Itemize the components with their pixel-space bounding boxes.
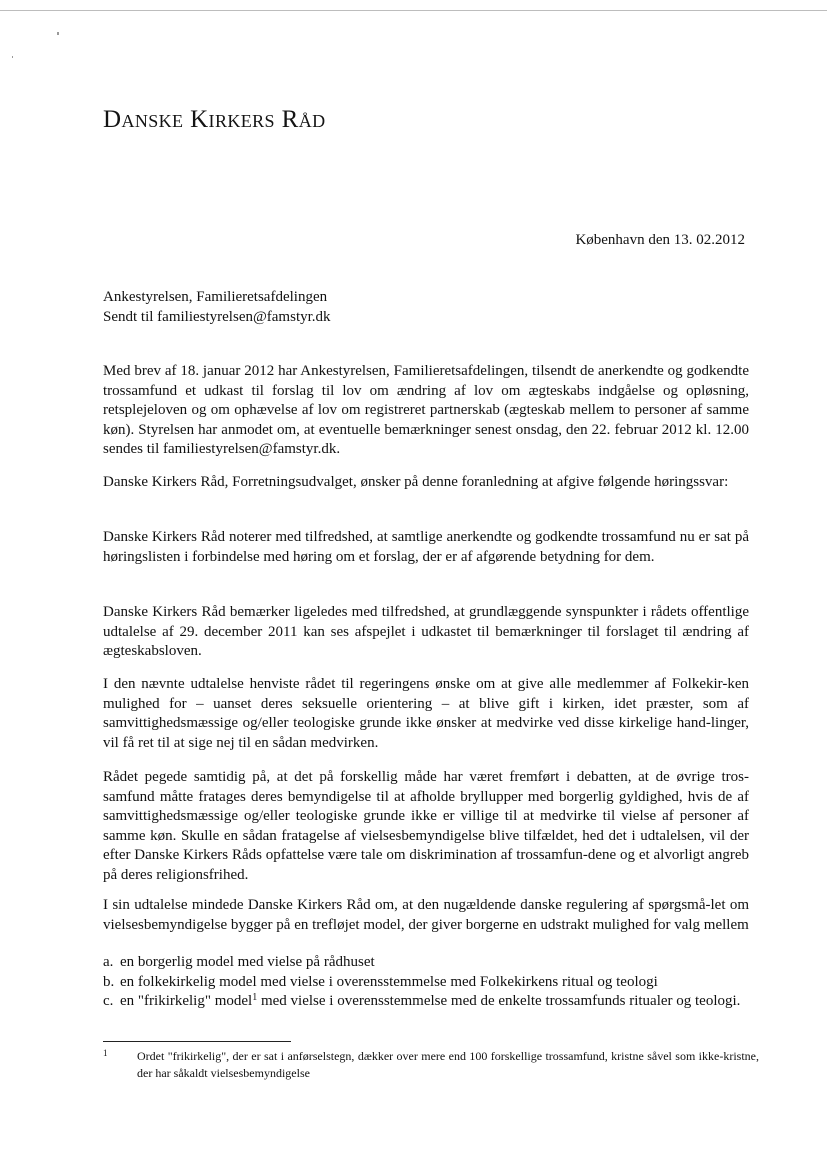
- letter-date: København den 13. 02.2012: [575, 232, 745, 248]
- recipient-block: [103, 288, 331, 327]
- body-paragraph: Rådet pegede samtidig på, at det på forskellig måde har været fremført i debatten, at de øvrige tros-samfund måtte fratages deres bemyndigelse til at afholde bryllupper med borgerlig gyldighed, hvis de af samvittighedsmæssige og/eller teologiske grunde ikke er villige til at medvirke til vielse af personer af samme køn. Skulle en sådan fratagelse af vielsesbemyndigelse blive tilfældet, hed det i udtalelsen, vil der efter Danske Kirkers Råds opfattelse være tale om diskrimination af trossamfun-dene og et alvorligt angreb på deres religionsfrihed.: [103, 769, 749, 883]
- list-item-text: en borgerlig model med vielse på rådhuset: [120, 954, 375, 970]
- scan-speck: [12, 56, 13, 58]
- body-paragraph: Med brev af 18. januar 2012 har Ankestyrelsen, Familieretsafdelingen, tilsendt de anerkendte og godkendte trossamfund et udkast til forslag til lov om ændring af lov om ægteskabs indgåelse og opløsning, retsplejeloven og om ophævelse af lov om registreret partnerskab (ægteskab mellem to personer af samme køn). Styrelsen har anmodet om, at eventuelle bemærkninger senest onsdag, den 22. februar 2012 kl. 12.00 sendes til familiestyrelsen@famstyr.dk.: [103, 363, 749, 457]
- list-item: [103, 953, 749, 973]
- list-item: [103, 992, 749, 1012]
- footnote-text: Ordet "frikirkelig", der er sat i anførselstegn, dækker over mere end 100 forskellige trossamfund, kristne såvel som ikke-kristne, der har såkaldt vielsesbemyndigelse: [137, 1049, 759, 1080]
- list-marker: a.: [103, 954, 114, 970]
- list-item: [103, 973, 749, 993]
- scan-speck: [57, 32, 59, 35]
- footnote-number: 1: [103, 1048, 108, 1058]
- list-item-text-continued: med vielse i overensstemmelse med de enkelte trossamfunds ritualer og teologi.: [257, 993, 741, 1009]
- list-marker: c.: [103, 993, 114, 1009]
- marriage-model-list: [103, 953, 749, 1012]
- list-marker: b.: [103, 973, 115, 990]
- body-paragraph: I den nævnte udtalelse henviste rådet til regeringens ønske om at give alle medlemmer af Folkekir-ken mulighed for – uanset deres seksuelle orientering – at blive gift i kirken, idet præster, som af samvittighedsmæssige og/eller teologiske grunde ikke ønsker at medvirke ved disse kirkelige hand-linger, vil få ret til at sige nej til en sådan medvirken.: [103, 676, 749, 751]
- body-paragraph: Danske Kirkers Råd noterer med tilfredshed, at samtlige anerkendte og godkendte trossamfund nu er sat på høringslisten i forbindelse med høring om et forslag, der er af afgørende betydning for dem.: [103, 529, 749, 565]
- recipient-name: Ankestyrelsen, Familieretsafdelingen: [103, 289, 328, 305]
- body-paragraph: I sin udtalelse mindede Danske Kirkers Råd om, at den nugældende danske regulering af spørgsmå-let om vielsesbemyndigelse bygger på en trefløjet model, der giver borgerne en udstrakt mulighed for valg mellem: [103, 897, 749, 933]
- list-item-text: en folkekirkelig model med vielse i overensstemmelse med Folkekirkens ritual og teologi: [120, 973, 658, 990]
- footnote-reference: 1: [252, 992, 258, 1003]
- body-paragraph: Danske Kirkers Råd bemærker ligeledes med tilfredshed, at grundlæggende synspunkter i rådets offentlige udtalelse af 29. december 2011 kan ses afspejlet i udkastet til bemærkninger til forslaget til ændring af ægteskabsloven.: [103, 604, 749, 659]
- recipient-email-line: Sendt til familiestyrelsen@famstyr.dk: [103, 308, 331, 325]
- footnote-separator: [103, 1041, 291, 1042]
- scan-top-edge: [0, 10, 827, 11]
- list-item-text: en "frikirkelig" model: [120, 993, 253, 1009]
- body-paragraph: Danske Kirkers Råd, Forretningsudvalget, ønsker på denne foranledning at afgive følgende høringssvar:: [103, 474, 729, 490]
- letterhead-title: Danske Kirkers Råd: [103, 106, 326, 133]
